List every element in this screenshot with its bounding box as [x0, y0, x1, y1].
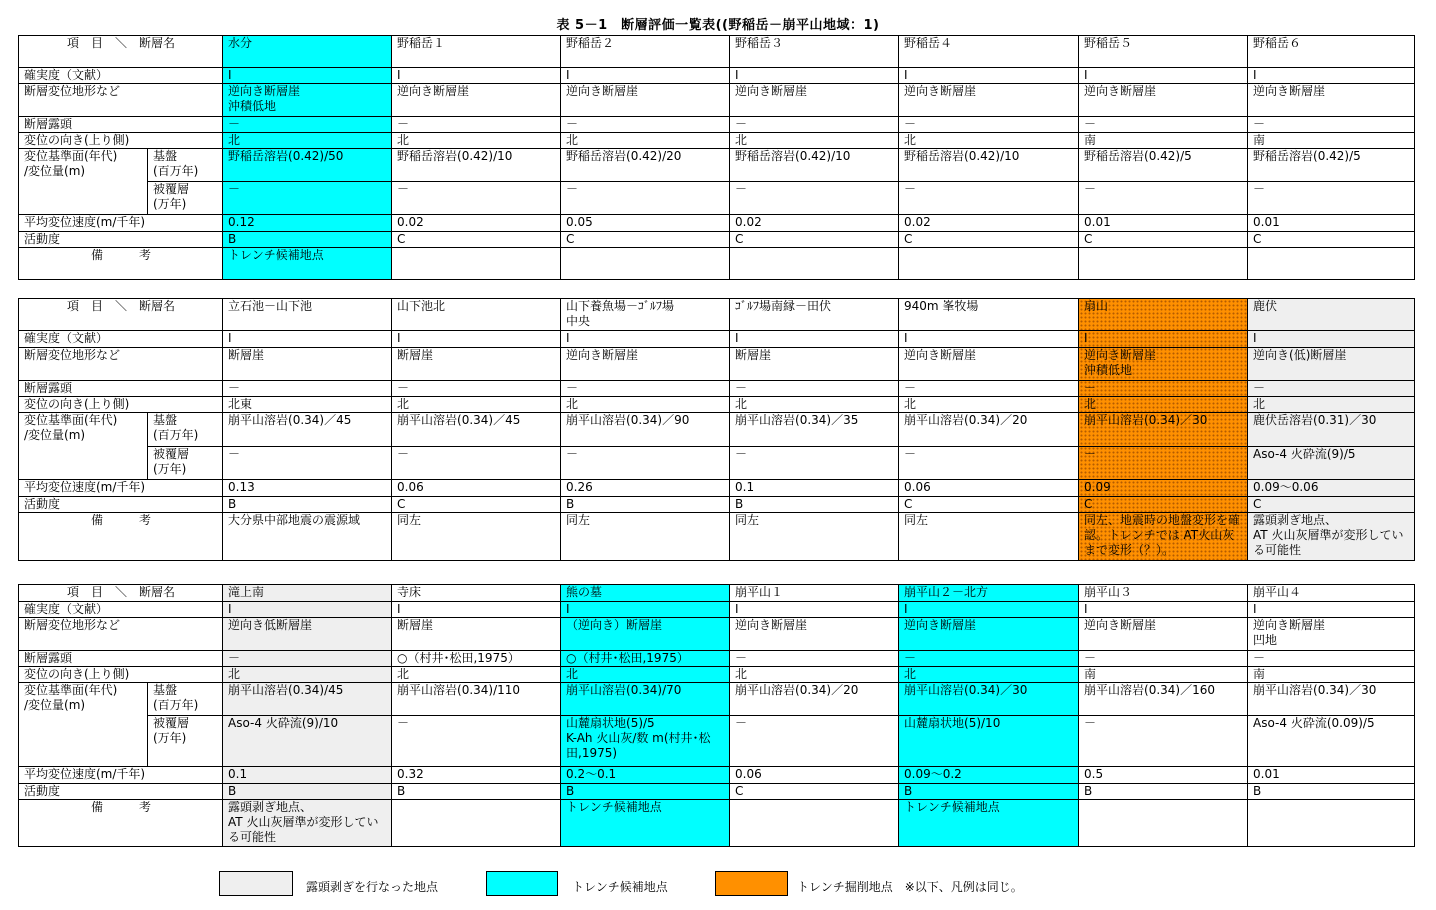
activity-cell: B [730, 497, 899, 513]
cover-cell: － [730, 446, 899, 479]
landform-label: 断層変位地形など [19, 347, 223, 380]
base-ref-label: 変位基準面(年代) /変位量(m) [19, 149, 148, 215]
header-label: 項 目 ＼ 断層名 [19, 36, 223, 68]
bedrock-cell: 崩平山溶岩(0.34)／90 [561, 413, 730, 446]
row-activity [19, 783, 1415, 799]
activity-cell: C [392, 497, 561, 513]
legend-swatch-gray [219, 871, 293, 896]
bedrock-cell: 野稲岳溶岩(0.42)/5 [1248, 149, 1415, 182]
fault-name-cell: 野稲岳４ [899, 36, 1079, 68]
direction-label: 変位の向き(上り側) [19, 667, 223, 683]
direction-cell: 南 [1079, 133, 1248, 149]
bedrock-cell: 崩平山溶岩(0.34)／35 [730, 413, 899, 446]
outcrop-label: 断層露頭 [19, 117, 223, 133]
row-direction [19, 397, 1415, 413]
bedrock-cell: 野稲岳溶岩(0.42)/20 [561, 149, 730, 182]
rate-cell: 0.2～0.1 [561, 766, 730, 783]
certainty-cell: Ⅰ [223, 68, 392, 84]
direction-cell: 北 [730, 667, 899, 683]
fault-name-cell: 立石池－山下池 [223, 299, 392, 331]
bedrock-cell: 野稲岳溶岩(0.42)/5 [1079, 149, 1248, 182]
rate-cell: 0.01 [1079, 215, 1248, 232]
certainty-cell: Ⅰ [561, 68, 730, 84]
row-bedrock [19, 413, 1415, 446]
activity-cell: C [1079, 232, 1248, 248]
cover-cell: Aso-4 火砕流(0.09)/5 [1248, 716, 1415, 766]
outcrop-cell: － [223, 651, 392, 667]
outcrop-label: 断層露頭 [19, 651, 223, 667]
rate-cell: 0.02 [392, 215, 561, 232]
bedrock-cell: 崩平山溶岩(0.34)／20 [730, 683, 899, 716]
landform-cell: 逆向き断層崖 沖積低地 [1079, 347, 1248, 380]
bedrock-cell: 崩平山溶岩(0.34)／160 [1079, 683, 1248, 716]
rate-label: 平均変位速度(m/千年) [19, 215, 223, 232]
remarks-label: 備 考 [19, 248, 223, 280]
fault-table-3 [18, 584, 1415, 847]
bedrock-cell: 崩平山溶岩(0.34)/70 [561, 683, 730, 716]
remarks-cell: 同左 [899, 513, 1079, 561]
landform-cell: 逆向き断層崖 [1248, 84, 1415, 117]
cover-cell: Aso-4 火砕流(9)/5 [1248, 446, 1415, 479]
remarks-cell [730, 248, 899, 280]
cover-cell: － [1079, 182, 1248, 215]
row-landform [19, 347, 1415, 380]
outcrop-cell: － [730, 380, 899, 396]
activity-cell: B [1079, 783, 1248, 799]
rate-cell: 0.02 [899, 215, 1079, 232]
fault-name-cell: 野稲岳１ [392, 36, 561, 68]
certainty-cell: Ⅰ [899, 602, 1079, 618]
landform-cell: 断層崖 [392, 347, 561, 380]
certainty-cell: Ⅰ [730, 331, 899, 347]
rate-cell: 0.12 [223, 215, 392, 232]
cover-cell: － [899, 446, 1079, 479]
outcrop-cell: － [1079, 117, 1248, 133]
row-certainty [19, 602, 1415, 618]
landform-cell: 逆向き(低)断層崖 [1248, 347, 1415, 380]
fault-name-cell: 寺床 [392, 585, 561, 602]
outcrop-cell: － [1248, 117, 1415, 133]
base-ref-label: 変位基準面(年代) /変位量(m) [19, 413, 148, 480]
direction-cell: 北 [561, 397, 730, 413]
remarks-cell: 大分県中部地震の震源域 [223, 513, 392, 561]
certainty-label: 確実度（文献） [19, 331, 223, 347]
remarks-cell [1079, 248, 1248, 280]
rate-cell: 0.05 [561, 215, 730, 232]
fault-name-cell: 山下養魚場－ｺﾞﾙﾌ場 中央 [561, 299, 730, 331]
landform-cell: 逆向き断層崖 沖積低地 [223, 84, 392, 117]
remarks-cell [1248, 248, 1415, 280]
rate-cell: 0.1 [223, 766, 392, 783]
outcrop-cell: － [561, 117, 730, 133]
landform-label: 断層変位地形など [19, 84, 223, 117]
row-cover [19, 716, 1415, 766]
row-remarks [19, 248, 1415, 280]
activity-cell: C [730, 232, 899, 248]
row-remarks [19, 799, 1415, 846]
outcrop-cell: － [899, 380, 1079, 396]
direction-cell: 北 [899, 397, 1079, 413]
fault-name-cell: 野稲岳３ [730, 36, 899, 68]
landform-cell: 逆向き断層崖 [899, 347, 1079, 380]
rate-cell: 0.02 [730, 215, 899, 232]
direction-cell: 北 [1248, 397, 1415, 413]
activity-cell: C [1248, 232, 1415, 248]
activity-cell: B [561, 497, 730, 513]
remarks-cell [561, 248, 730, 280]
activity-cell: B [392, 783, 561, 799]
remarks-label: 備 考 [19, 799, 223, 846]
legend-label-gray: 露頭剥ぎを行なった地点 [306, 880, 439, 894]
row-name [19, 299, 1415, 331]
cover-cell: 山麓扇状地(5)/5 K-Ah 火山灰/数 m(村井･松田,1975) [561, 716, 730, 766]
landform-cell: 逆向き断層崖 [561, 347, 730, 380]
legend-label-orange: トレンチ掘削地点 ※以下、凡例は同じ。 [797, 880, 1023, 894]
fault-name-cell: 野稲岳６ [1248, 36, 1415, 68]
outcrop-cell: － [223, 117, 392, 133]
certainty-cell: Ⅰ [1079, 68, 1248, 84]
remarks-cell [730, 799, 899, 846]
legend-label-cyan: トレンチ候補地点 [572, 880, 668, 894]
outcrop-cell: － [561, 380, 730, 396]
fault-table-2 [18, 298, 1415, 561]
rate-cell: 0.06 [899, 480, 1079, 497]
certainty-cell: Ⅰ [730, 602, 899, 618]
cover-cell: － [561, 446, 730, 479]
row-cover [19, 182, 1415, 215]
rate-cell: 0.1 [730, 480, 899, 497]
landform-cell: 逆向き断層崖 [899, 618, 1079, 651]
certainty-cell: Ⅰ [1248, 331, 1415, 347]
cover-cell: 山麓扇状地(5)/10 [899, 716, 1079, 766]
base-ref-label: 変位基準面(年代) /変位量(m) [19, 683, 148, 766]
row-rate [19, 480, 1415, 497]
header-label: 項 目 ＼ 断層名 [19, 585, 223, 602]
cover-cell: － [899, 182, 1079, 215]
row-activity [19, 497, 1415, 513]
fault-name-cell: 崩平山４ [1248, 585, 1415, 602]
activity-cell: B [561, 783, 730, 799]
outcrop-cell: － [1079, 380, 1248, 396]
cover-label: 被覆層 (万年) [148, 446, 223, 479]
outcrop-cell: － [392, 117, 561, 133]
direction-cell: 北 [223, 133, 392, 149]
direction-cell: 南 [1248, 667, 1415, 683]
outcrop-cell: － [730, 651, 899, 667]
row-bedrock [19, 683, 1415, 716]
direction-cell: 南 [1079, 667, 1248, 683]
outcrop-cell: － [223, 380, 392, 396]
direction-cell: 南 [1248, 133, 1415, 149]
rate-cell: 0.06 [392, 480, 561, 497]
landform-cell: 断層崖 [223, 347, 392, 380]
row-outcrop [19, 380, 1415, 396]
document-title: 表 5－1 断層評価一覧表((野稲岳－崩平山地域：1) [556, 18, 880, 33]
bedrock-label: 基盤 (百万年) [148, 413, 223, 446]
row-rate [19, 215, 1415, 232]
activity-cell: C [392, 232, 561, 248]
legend-swatch-orange [715, 871, 788, 896]
certainty-cell: Ⅰ [899, 331, 1079, 347]
activity-cell: B [1248, 783, 1415, 799]
fault-name-cell: 崩平山２－北方 [899, 585, 1079, 602]
row-direction [19, 667, 1415, 683]
remarks-cell [392, 799, 561, 846]
outcrop-cell: － [899, 117, 1079, 133]
remarks-cell: 同左 [561, 513, 730, 561]
rate-cell: 0.01 [1248, 766, 1415, 783]
activity-cell: C [730, 783, 899, 799]
certainty-cell: Ⅰ [1079, 331, 1248, 347]
certainty-cell: Ⅰ [730, 68, 899, 84]
direction-cell: 北東 [223, 397, 392, 413]
row-outcrop [19, 117, 1415, 133]
landform-cell: 逆向き断層崖 [730, 618, 899, 651]
bedrock-cell: 崩平山溶岩(0.34)／30 [899, 683, 1079, 716]
certainty-cell: Ⅰ [223, 331, 392, 347]
remarks-cell [899, 248, 1079, 280]
fault-name-cell: 崩平山１ [730, 585, 899, 602]
bedrock-cell: 野稲岳溶岩(0.42)/10 [730, 149, 899, 182]
landform-cell: 逆向き断層崖 凹地 [1248, 618, 1415, 651]
outcrop-cell: － [1248, 651, 1415, 667]
rate-label: 平均変位速度(m/千年) [19, 766, 223, 783]
bedrock-label: 基盤 (百万年) [148, 149, 223, 182]
remarks-cell: 同左、地震時の地盤変形を確認。トレンチでは AT火山灰まで変形（？）。 [1079, 513, 1248, 561]
remarks-cell: トレンチ候補地点 [899, 799, 1079, 846]
fault-name-cell: 鹿伏 [1248, 299, 1415, 331]
header-label: 項 目 ＼ 断層名 [19, 299, 223, 331]
remarks-cell [1079, 799, 1248, 846]
fault-name-cell: 山下池北 [392, 299, 561, 331]
direction-cell: 北 [561, 133, 730, 149]
row-remarks [19, 513, 1415, 561]
activity-label: 活動度 [19, 783, 223, 799]
fault-name-cell: 崩平山３ [1079, 585, 1248, 602]
rate-cell: 0.01 [1248, 215, 1415, 232]
certainty-label: 確実度（文献） [19, 602, 223, 618]
rate-cell: 0.5 [1079, 766, 1248, 783]
outcrop-cell: － [899, 651, 1079, 667]
row-certainty [19, 331, 1415, 347]
row-cover [19, 446, 1415, 479]
activity-cell: B [223, 232, 392, 248]
activity-cell: C [899, 232, 1079, 248]
outcrop-cell: － [1079, 651, 1248, 667]
certainty-cell: Ⅰ [1248, 68, 1415, 84]
activity-cell: B [223, 497, 392, 513]
outcrop-cell: ○（村井･松田,1975） [561, 651, 730, 667]
landform-cell: 逆向き断層崖 [1079, 618, 1248, 651]
activity-cell: B [223, 783, 392, 799]
row-outcrop [19, 651, 1415, 667]
bedrock-cell: 野稲岳溶岩(0.42)/50 [223, 149, 392, 182]
bedrock-cell: 野稲岳溶岩(0.42)/10 [392, 149, 561, 182]
certainty-cell: Ⅰ [1248, 602, 1415, 618]
landform-cell: 逆向き断層崖 [730, 84, 899, 117]
bedrock-cell: 崩平山溶岩(0.34)／45 [223, 413, 392, 446]
remarks-cell: 露頭剥ぎ地点、 AT 火山灰層準が変形している可能性 [1248, 513, 1415, 561]
landform-cell: 逆向き断層崖 [561, 84, 730, 117]
remarks-cell [1248, 799, 1415, 846]
certainty-cell: Ⅰ [561, 331, 730, 347]
cover-label: 被覆層 (万年) [148, 716, 223, 766]
rate-cell: 0.26 [561, 480, 730, 497]
row-name [19, 585, 1415, 602]
cover-cell: － [392, 716, 561, 766]
outcrop-cell: ○（村井･松田,1975） [392, 651, 561, 667]
direction-cell: 北 [730, 397, 899, 413]
direction-cell: 北 [899, 667, 1079, 683]
bedrock-cell: 崩平山溶岩(0.34)／45 [392, 413, 561, 446]
activity-cell: C [561, 232, 730, 248]
certainty-cell: Ⅰ [899, 68, 1079, 84]
fault-name-cell: 熊の墓 [561, 585, 730, 602]
cover-cell: － [223, 182, 392, 215]
bedrock-cell: 崩平山溶岩(0.34)／30 [1248, 683, 1415, 716]
rate-cell: 0.09～0.2 [899, 766, 1079, 783]
landform-cell: 逆向き断層崖 [1079, 84, 1248, 117]
rate-cell: 0.09～0.06 [1248, 480, 1415, 497]
row-certainty [19, 68, 1415, 84]
row-bedrock [19, 149, 1415, 182]
direction-label: 変位の向き(上り側) [19, 133, 223, 149]
activity-cell: C [899, 497, 1079, 513]
certainty-label: 確実度（文献） [19, 68, 223, 84]
fault-name-cell: 940m 峯牧場 [899, 299, 1079, 331]
rate-label: 平均変位速度(m/千年) [19, 480, 223, 497]
rate-cell: 0.06 [730, 766, 899, 783]
remarks-cell: 同左 [730, 513, 899, 561]
direction-cell: 北 [223, 667, 392, 683]
fault-name-cell: 水分 [223, 36, 392, 68]
cover-cell: － [1079, 716, 1248, 766]
direction-cell: 北 [899, 133, 1079, 149]
fault-table-1 [18, 35, 1415, 280]
activity-cell: C [1079, 497, 1248, 513]
landform-label: 断層変位地形など [19, 618, 223, 651]
fault-name-cell: 野稲岳２ [561, 36, 730, 68]
remarks-cell [392, 248, 561, 280]
row-activity [19, 232, 1415, 248]
remarks-cell: 同左 [392, 513, 561, 561]
cover-cell: － [730, 182, 899, 215]
fault-name-cell: 扇山 [1079, 299, 1248, 331]
rate-cell: 0.13 [223, 480, 392, 497]
remarks-cell: トレンチ候補地点 [223, 248, 392, 280]
legend-swatch-cyan [486, 871, 558, 896]
landform-cell: 逆向き低断層崖 [223, 618, 392, 651]
row-direction [19, 133, 1415, 149]
landform-cell: 断層崖 [730, 347, 899, 380]
landform-cell: 断層崖 [392, 618, 561, 651]
row-rate [19, 766, 1415, 783]
activity-cell: B [899, 783, 1079, 799]
activity-label: 活動度 [19, 232, 223, 248]
direction-cell: 北 [561, 667, 730, 683]
certainty-cell: Ⅰ [561, 602, 730, 618]
direction-label: 変位の向き(上り側) [19, 397, 223, 413]
remarks-cell: トレンチ候補地点 [561, 799, 730, 846]
landform-cell: （逆向き）断層崖 [561, 618, 730, 651]
certainty-cell: Ⅰ [392, 68, 561, 84]
direction-cell: 北 [1079, 397, 1248, 413]
remarks-cell: 露頭剥ぎ地点、 AT 火山灰層準が変形している可能性 [223, 799, 392, 846]
direction-cell: 北 [730, 133, 899, 149]
cover-cell: － [1079, 446, 1248, 479]
bedrock-cell: 崩平山溶岩(0.34)/45 [223, 683, 392, 716]
outcrop-label: 断層露頭 [19, 380, 223, 396]
fault-name-cell: 滝上南 [223, 585, 392, 602]
cover-cell: － [1248, 182, 1415, 215]
certainty-cell: Ⅰ [392, 331, 561, 347]
cover-label: 被覆層 (万年) [148, 182, 223, 215]
rate-cell: 0.09 [1079, 480, 1248, 497]
landform-cell: 逆向き断層崖 [899, 84, 1079, 117]
certainty-cell: Ⅰ [392, 602, 561, 618]
cover-cell: － [392, 182, 561, 215]
certainty-cell: Ⅰ [1079, 602, 1248, 618]
cover-cell: － [730, 716, 899, 766]
cover-cell: － [561, 182, 730, 215]
remarks-label: 備 考 [19, 513, 223, 561]
row-landform [19, 618, 1415, 651]
bedrock-cell: 野稲岳溶岩(0.42)/10 [899, 149, 1079, 182]
fault-name-cell: 野稲岳５ [1079, 36, 1248, 68]
direction-cell: 北 [392, 397, 561, 413]
direction-cell: 北 [392, 667, 561, 683]
fault-name-cell: ｺﾞﾙﾌ場南縁－田伏 [730, 299, 899, 331]
outcrop-cell: － [392, 380, 561, 396]
cover-cell: － [392, 446, 561, 479]
bedrock-cell: 崩平山溶岩(0.34)／20 [899, 413, 1079, 446]
outcrop-cell: － [1248, 380, 1415, 396]
cover-cell: Aso-4 火砕流(9)/10 [223, 716, 392, 766]
bedrock-cell: 崩平山溶岩(0.34)／30 [1079, 413, 1248, 446]
landform-cell: 逆向き断層崖 [392, 84, 561, 117]
bedrock-cell: 崩平山溶岩(0.34)/110 [392, 683, 561, 716]
row-landform [19, 84, 1415, 117]
rate-cell: 0.32 [392, 766, 561, 783]
certainty-cell: Ⅰ [223, 602, 392, 618]
activity-label: 活動度 [19, 497, 223, 513]
row-name [19, 36, 1415, 68]
outcrop-cell: － [730, 117, 899, 133]
cover-cell: － [223, 446, 392, 479]
direction-cell: 北 [392, 133, 561, 149]
bedrock-cell: 鹿伏岳溶岩(0.31)／30 [1248, 413, 1415, 446]
activity-cell: C [1248, 497, 1415, 513]
bedrock-label: 基盤 (百万年) [148, 683, 223, 716]
